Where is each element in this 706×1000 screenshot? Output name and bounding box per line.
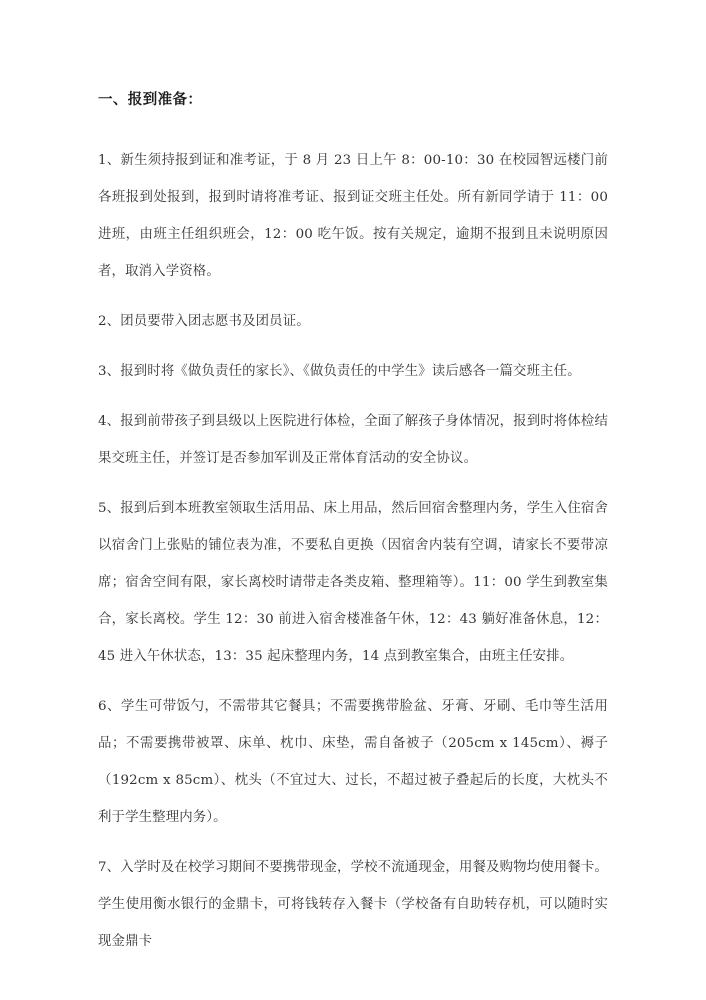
paragraph-item-7: 7、入学时及在校学习期间不要携带现金，学校不流通现金，用餐及购物均使用餐卡。学生使用衡水银行的金鼎卡，可将钱转存入餐卡（学校备有自助转存机，可以随时实现金鼎卡	[98, 860, 608, 949]
section-heading: 一、报到准备：	[98, 91, 203, 108]
paragraph-item-5: 5、报到后到本班教室领取生活用品、床上用品，然后回宿舍整理内务，学生入住宿舍以宿舍门上张贴的铺位表为准，不要私自更换（因宿舍内装有空调，请家长不要带凉席；宿舍空间有限，家长离校时请带走各类皮箱、整理箱等）。11：00 学生到教室集合，家长离校。学生 12：30 前进入宿舍楼准备午休，12：43 躺好准备休息，12：45 进入午休状态，13：35 起床整理内务，14 点到教室集合，由班主任安排。	[98, 501, 608, 664]
paragraph-item-1: 1、新生须持报到证和准考证，于 8 月 23 日上午 8：00-10：30 在校园智远楼门前各班报到处报到，报到时请将准考证、报到证交班主任处。所有新同学请于 11：00 进班，由班主任组织班会，12：00 吃午饭。按有关规定，逾期不报到且未说明原因者，取消入学资格。	[98, 153, 608, 279]
paragraph-item-2: 2、团员要带入团志愿书及团员证。	[98, 314, 310, 329]
document-body	[98, 88, 608, 960]
paragraph-item-4: 4、报到前带孩子到县级以上医院进行体检，全面了解孩子身体情况，报到时将体检结果交班主任，并签订是否参加军训及正常体育活动的安全协议。	[98, 414, 608, 466]
paragraph-item-6: 6、学生可带饭勺，不需带其它餐具；不需要携带脸盆、牙膏、牙刷、毛巾等生活用品；不需要携带被罩、床单、枕巾、床垫，需自备被子（205cm x 145cm）、褥子（192cm x 85cm）、枕头（不宜过大、过长，不超过被子叠起后的长度，大枕头不利于学生整理内务）。	[98, 699, 608, 825]
paragraph-item-3: 3、报到时将《做负责任的家长》、《做负责任的中学生》读后感各一篇交班主任。	[98, 364, 581, 379]
